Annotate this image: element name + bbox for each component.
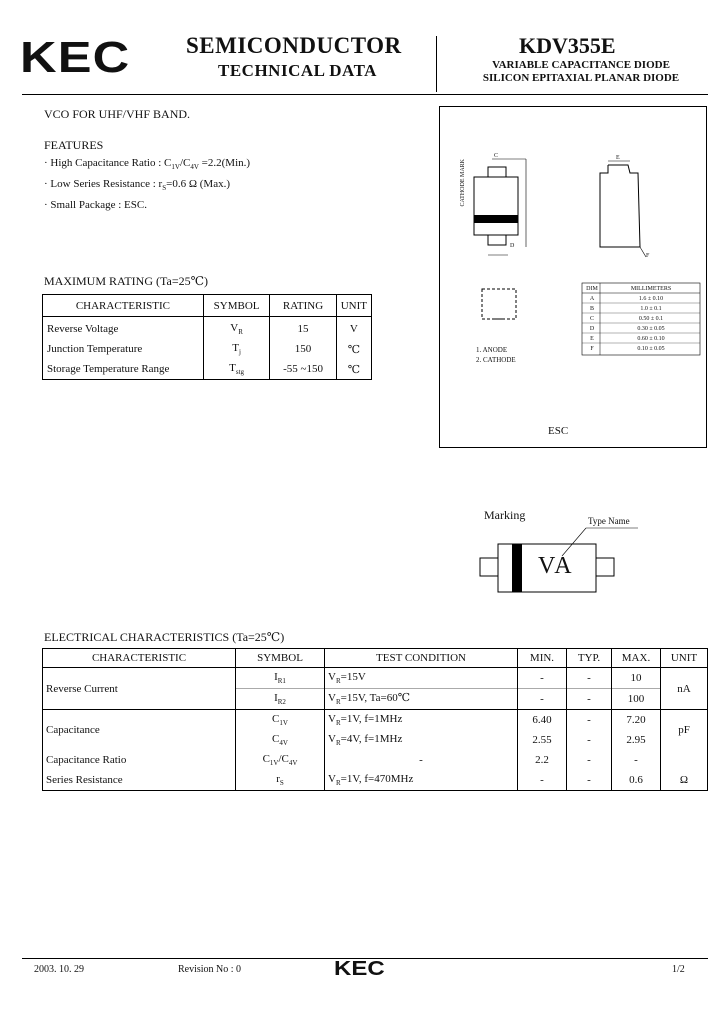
- electrical-title: ELECTRICAL CHARACTERISTICS (Ta=25℃): [44, 630, 285, 644]
- dim-row: B 1.0 ± 0.1: [589, 306, 662, 312]
- dim-label-f: F: [646, 253, 650, 259]
- marking-title: Marking: [484, 508, 526, 522]
- part-description-2: SILICON EPITAXIAL PLANAR DIODE: [482, 72, 680, 84]
- dim-label-d: D: [510, 243, 515, 249]
- col-header: SYMBOL: [203, 295, 270, 317]
- max-rating-title: MAXIMUM RATING (Ta=25℃): [44, 274, 209, 288]
- part-number: KDV355E: [519, 33, 616, 58]
- header-title: SEMICONDUCTOR: [186, 33, 402, 58]
- table-row: Capacitance Ratio $C_{1V}/C_{4V}$ - 2.2 - -: [43, 750, 708, 770]
- pin-list: 1. ANODE 2. CATHODE: [476, 346, 516, 364]
- col-header: UNIT: [336, 295, 371, 317]
- dim-row: A 1.6 ± 0.10: [589, 296, 664, 302]
- feature-item: · Small Package : ESC.: [44, 199, 147, 212]
- features-heading: FEATURES: [44, 138, 104, 152]
- package-name: ESC: [548, 425, 569, 437]
- dim-label-c: C: [494, 153, 499, 159]
- package-drawing-box: [439, 106, 707, 448]
- feature-item: · Low Series Resistance : $r_S=0.6$ Ω (Max.): [44, 178, 230, 193]
- table-row: Capacitance $C_{1V}$ $V_R=1V$, f=1MHz 6.40 - 7.20 pF: [43, 710, 708, 731]
- table-header-row: CHARACTERISTIC SYMBOL TEST CONDITION MIN. TYP. MAX. UNIT: [43, 649, 708, 668]
- dim-row: E 0.60 ± 0.10: [590, 336, 665, 342]
- col-header: RATING: [270, 295, 336, 317]
- kec-logo: KEC: [20, 33, 131, 82]
- header-divider: [436, 36, 437, 92]
- footer-date: 2003. 10. 29: [34, 964, 84, 975]
- max-rating-table: [42, 294, 372, 380]
- table-row: Reverse Voltage $V_R$ 15 V: [43, 317, 372, 340]
- table-row: $I_{R2}$ $V_R=15V$, Ta=60℃ - - 100: [43, 689, 708, 710]
- package-outline-drawing: [440, 107, 706, 447]
- footer-page: 1/2: [672, 964, 685, 975]
- dim-row: D 0.30 ± 0.05: [589, 326, 665, 332]
- application-text: VCO FOR UHF/VHF BAND.: [44, 107, 191, 121]
- table-row: Junction Temperature $T_j$ 150 ℃: [43, 339, 372, 359]
- part-description-1: VARIABLE CAPACITANCE DIODE: [492, 59, 670, 71]
- table-row: $C_{4V}$ $V_R=4V$, f=1MHz 2.55 - 2.95: [43, 730, 708, 750]
- marking-code: VA: [538, 553, 574, 579]
- dim-label-e: E: [616, 155, 620, 161]
- dim-row: C 0.50 ± 0.1: [589, 316, 664, 322]
- footer-revision: Revision No : 0: [178, 964, 242, 975]
- footer-kec-logo: KEC: [334, 958, 385, 980]
- electrical-table: [42, 648, 708, 791]
- header-rule: [22, 94, 708, 95]
- table-row: Reverse Current $I_{R1}$ $V_R=15V$ - - 10 nA: [43, 668, 708, 689]
- cathode-mark-label: CATHODE MARK: [460, 159, 466, 207]
- table-row: Storage Temperature Range $T_{stg}$ -55 ~150 ℃: [43, 359, 372, 380]
- type-name-label: Type Name: [588, 516, 630, 526]
- header-subtitle: TECHNICAL DATA: [218, 61, 377, 80]
- feature-item: · High Capacitance Ratio : $C_{1V}/C_{4V} =2.2(Min.)$: [44, 157, 251, 172]
- features-list: [44, 155, 250, 214]
- table-row: Series Resistance $r_S$ $V_R=1V$, f=470MHz - - 0.6 Ω: [43, 770, 708, 791]
- dimension-table: DIM MILLIMETERS A 1.6 ± 0.10 B 1.0 ± 0.1 C 0.50 ± 0.1 D 0.30 ± 0.05 E 0.60 ± 0.10 F 0.10 ± 0.05: [583, 284, 701, 354]
- col-header: CHARACTERISTIC: [43, 295, 204, 317]
- dim-row: F 0.10 ± 0.05: [590, 346, 665, 352]
